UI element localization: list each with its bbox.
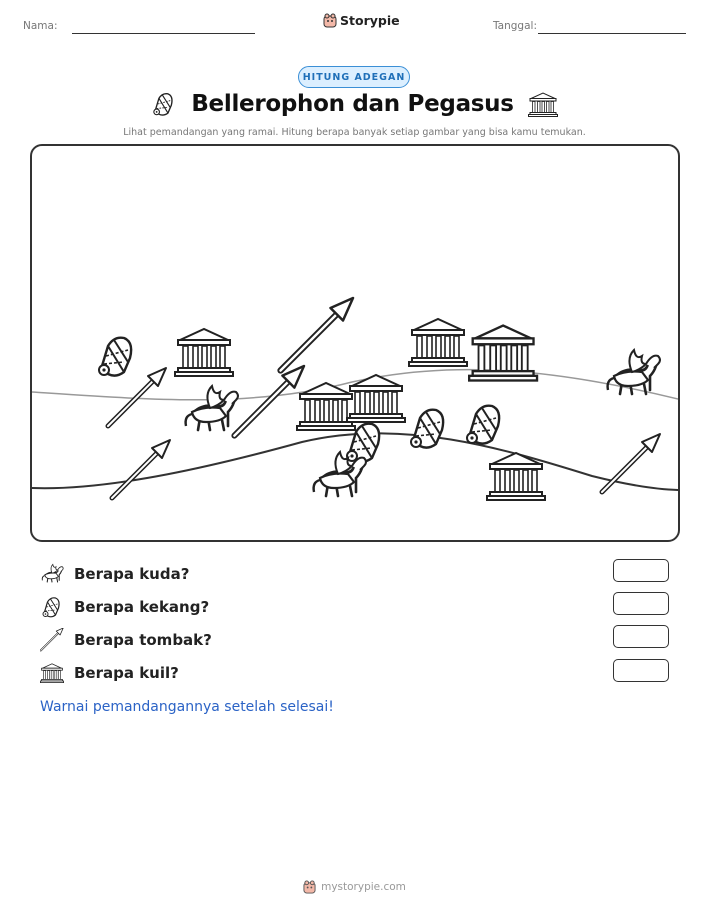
question-bridles [40, 594, 209, 620]
pegasus-1 [186, 386, 238, 430]
temple-2 [409, 319, 467, 366]
question-spears [40, 627, 212, 653]
bridle-icon [40, 595, 64, 619]
page-title: Bellerophon dan Pegasus [191, 91, 514, 117]
name-field[interactable] [72, 33, 255, 34]
question-text: Berapa tombak? [74, 631, 212, 649]
storypie-logo-icon [303, 880, 316, 894]
brand-name: Storypie [340, 13, 400, 28]
name-label: Nama: [23, 20, 58, 32]
bridle-3 [411, 410, 443, 448]
spear-3 [234, 366, 304, 436]
question-text: Berapa kuda? [74, 565, 190, 583]
pegasus-icon [40, 562, 64, 586]
date-label: Tanggal: [493, 20, 537, 32]
spear-2 [112, 440, 170, 498]
question-text: Berapa kuil? [74, 664, 179, 682]
brand-logo [323, 13, 400, 28]
date-field[interactable] [538, 33, 686, 34]
bridle-icon [151, 90, 177, 118]
footer [0, 880, 709, 894]
instructions: Lihat pemandangan yang ramai. Hitung berapa banyak setiap gambar yang bisa kamu temukan. [123, 127, 586, 138]
footer-url[interactable]: mystorypie.com [321, 881, 406, 893]
spear-icon [40, 628, 64, 652]
question-horses [40, 561, 189, 587]
answer-box-horses[interactable] [613, 559, 669, 582]
answer-box-bridles[interactable] [613, 592, 669, 615]
coloring-instruction: Warnai pemandangannya setelah selesai! [40, 699, 334, 715]
temple-icon [40, 661, 64, 685]
temple-1 [175, 329, 233, 376]
question-text: Berapa kekang? [74, 598, 210, 616]
temple-5 [347, 375, 405, 422]
temple-3 [469, 326, 537, 381]
storypie-logo-icon [323, 13, 337, 28]
scene-drawing [32, 146, 680, 542]
activity-badge: HITUNG ADEGAN [298, 66, 410, 88]
spear-4 [281, 298, 354, 371]
answer-box-temples[interactable] [613, 659, 669, 682]
temple-icon [528, 91, 558, 118]
question-temples [40, 660, 179, 686]
bridle-1 [99, 338, 131, 376]
spear-5 [602, 434, 660, 492]
answer-box-spears[interactable] [613, 625, 669, 648]
scene-panel [30, 144, 680, 542]
pegasus-3 [608, 350, 660, 394]
bridle-4 [467, 406, 499, 444]
title-row [0, 90, 709, 118]
pegasus-2 [314, 452, 366, 496]
